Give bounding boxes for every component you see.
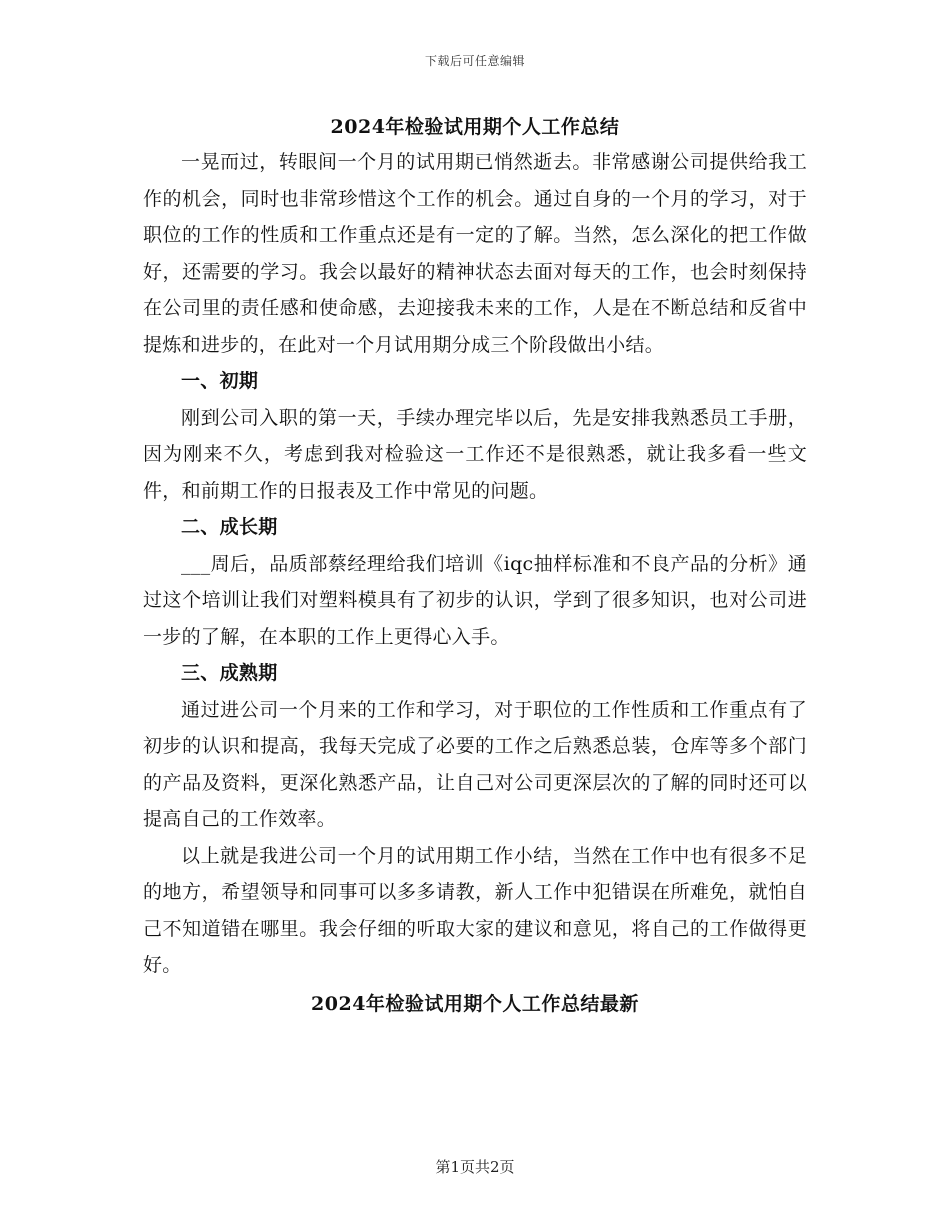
page-number-footer: 第1页共2页	[435, 1158, 515, 1176]
conclusion-paragraph: 以上就是我进公司一个月的试用期工作小结，当然在工作中也有很多不足的地方，希望领导和同事可以多多请教，新人工作中犯错误在所难免，就怕自己不知道错在哪里。我会仔细的听取大家的建议和意见，将自己的工作做得更好。	[143, 844, 807, 976]
section-heading-mature: 三、成熟期	[181, 662, 278, 684]
section-paragraph-growth: ___周后，品质部蔡经理给我们培训《iqc抽样标准和不良产品的分析》通过这个培训让我们对塑料模具有了初步的认识，学到了很多知识，也对公司进一步的了解，在本职的工作上更得心入手。	[143, 552, 807, 648]
section-paragraph-early: 刚到公司入职的第一天，手续办理完毕以后，先是安排我熟悉员工手册，因为刚来不久，考虑到我对检验这一工作还不是很熟悉，就让我多看一些文件，和前期工作的日报表及工作中常见的问题。	[143, 406, 807, 502]
section-heading-early: 一、初期	[181, 370, 259, 392]
document-body	[143, 110, 807, 1024]
second-document-title: 2024年检验试用期个人工作总结最新	[311, 992, 639, 1015]
header-note: 下载后可任意编辑	[424, 54, 525, 68]
section-paragraph-mature: 通过进公司一个月来的工作和学习，对于职位的工作性质和工作重点有了初步的认识和提高，我每天完成了必要的工作之后熟悉总装，仓库等多个部门的产品及资料，更深化熟悉产品，让自己对公司更深层次的了解的同时还可以提高自己的工作效率。	[143, 698, 807, 830]
section-heading-growth: 二、成长期	[181, 516, 278, 538]
intro-paragraph: 一晃而过，转眼间一个月的试用期已悄然逝去。非常感谢公司提供给我工作的机会，同时也非常珍惜这个工作的机会。通过自身的一个月的学习，对于职位的工作的性质和工作重点还是有一定的了解。当然，怎么深化的把工作做好，还需要的学习。我会以最好的精神状态去面对每天的工作，也会时刻保持在公司里的责任感和使命感，去迎接我未来的工作，人是在不断总结和反省中提炼和进步的，在此对一个月试用期分成三个阶段做出小结。	[143, 151, 807, 356]
document-title: 2024年检验试用期个人工作总结	[330, 116, 620, 138]
